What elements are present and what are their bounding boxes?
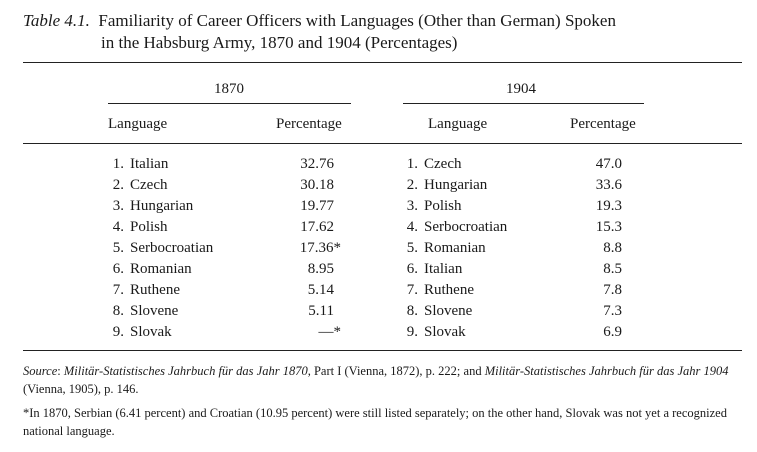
language-1870: Czech (130, 177, 168, 193)
row-number-1904: 5. (406, 240, 418, 256)
row-number-1870: 8. (112, 303, 124, 319)
language-1870: Ruthene (130, 282, 180, 298)
source-note (23, 362, 738, 398)
row-number-1870: 4. (112, 219, 124, 235)
row-number-1870: 6. (112, 261, 124, 277)
source-title-1904: Militär-Statistisches Jahrbuch für das Jahr 1904 (484, 364, 729, 378)
row-number-1904: 7. (406, 282, 418, 298)
language-1904: Ruthene (424, 282, 474, 298)
row-number-1904: 9. (406, 324, 418, 340)
caption-label: Table 4.1. (23, 11, 90, 30)
table-caption (23, 10, 743, 54)
table-row (0, 259, 757, 280)
language-1904: Slovak (424, 324, 466, 340)
language-1904: Polish (424, 198, 462, 214)
percentage-1904: 6.9 (603, 324, 622, 340)
row-number-1870: 9. (112, 324, 124, 340)
percentage-1870: 8.95 (307, 261, 334, 277)
percentage-1870: 5.14 (307, 282, 334, 298)
row-number-1904: 2. (406, 177, 418, 193)
percentage-1870: 17.62 (300, 219, 334, 235)
row-number-1870: 3. (112, 198, 124, 214)
row-number-1904: 4. (406, 219, 418, 235)
source-text-2: , Part I (Vienna, 1872), p. 222; and (307, 364, 485, 378)
top-rule (23, 62, 742, 63)
row-number-1904: 8. (406, 303, 418, 319)
language-1904: Romanian (424, 240, 486, 256)
row-number-1904: 3. (406, 198, 418, 214)
language-1870: Italian (130, 156, 169, 172)
caption-line-1 (23, 10, 743, 32)
language-1870: Hungarian (130, 198, 194, 214)
percentage-1870: 32.76 (300, 156, 334, 172)
group-head-1870: 1870 (214, 81, 244, 97)
language-1904: Hungarian (424, 177, 488, 193)
percentage-1904: 15.3 (595, 219, 622, 235)
group-rule-1870 (108, 103, 351, 104)
source-text-1: : (57, 364, 64, 378)
table-row (0, 238, 757, 259)
caption-title-line-2: in the Habsburg Army, 1870 and 1904 (Percentages) (101, 33, 458, 52)
source-title-1870: Militär-Statistisches Jahrbuch für das Jahr 1870 (63, 364, 308, 378)
row-number-1904: 1. (406, 156, 418, 172)
col-head-language-1870: Language (108, 116, 168, 132)
bottom-rule (23, 350, 742, 351)
row-number-1870: 5. (112, 240, 124, 256)
row-number-1870: 7. (112, 282, 124, 298)
col-head-percentage-1870: Percentage (276, 116, 342, 132)
percentage-1904: 47.0 (595, 156, 622, 172)
language-1904: Italian (424, 261, 463, 277)
language-1904: Czech (424, 156, 462, 172)
caption-title-line-1: Familiarity of Career Officers with Languages (Other than German) Spoken (98, 11, 616, 30)
group-head-1904: 1904 (506, 81, 536, 97)
table-row (0, 280, 757, 301)
table-row (0, 196, 757, 217)
percentage-1904: 8.8 (603, 240, 622, 256)
table-row (0, 154, 757, 175)
language-1904: Slovene (424, 303, 473, 319)
language-1870: Polish (130, 219, 168, 235)
row-number-1904: 6. (406, 261, 418, 277)
percentage-1904: 7.3 (603, 303, 622, 319)
language-1870: Serbocroatian (130, 240, 214, 256)
percentage-1904: 8.5 (603, 261, 622, 277)
percentage-1870: —* (318, 324, 341, 340)
col-head-percentage-1904: Percentage (570, 116, 636, 132)
table-row (0, 217, 757, 238)
table-row (0, 322, 757, 343)
percentage-1904: 33.6 (595, 177, 622, 193)
table-row (0, 175, 757, 196)
row-number-1870: 2. (112, 177, 124, 193)
percentage-1904: 19.3 (595, 198, 622, 214)
col-head-language-1904: Language (428, 116, 488, 132)
language-1904: Serbocroatian (424, 219, 508, 235)
percentage-1870: 30.18 (300, 177, 334, 193)
footnote: *In 1870, Serbian (6.41 percent) and Croatian (10.95 percent) were still listed separately; on the other hand, Slovak was not yet a recognized national language. (23, 406, 727, 438)
group-rule-1904 (403, 103, 644, 104)
source-label: Source (23, 364, 58, 378)
language-1870: Slovak (130, 324, 172, 340)
header-rule (23, 143, 742, 144)
percentage-1870: 17.36* (299, 240, 341, 256)
row-number-1870: 1. (112, 156, 124, 172)
language-1870: Romanian (130, 261, 192, 277)
table-row (0, 301, 757, 322)
percentage-1870: 5.11 (308, 303, 334, 319)
language-1870: Slovene (130, 303, 179, 319)
source-text-3: (Vienna, 1905), p. 146. (23, 382, 139, 396)
percentage-1870: 19.77 (300, 198, 334, 214)
percentage-1904: 7.8 (603, 282, 622, 298)
